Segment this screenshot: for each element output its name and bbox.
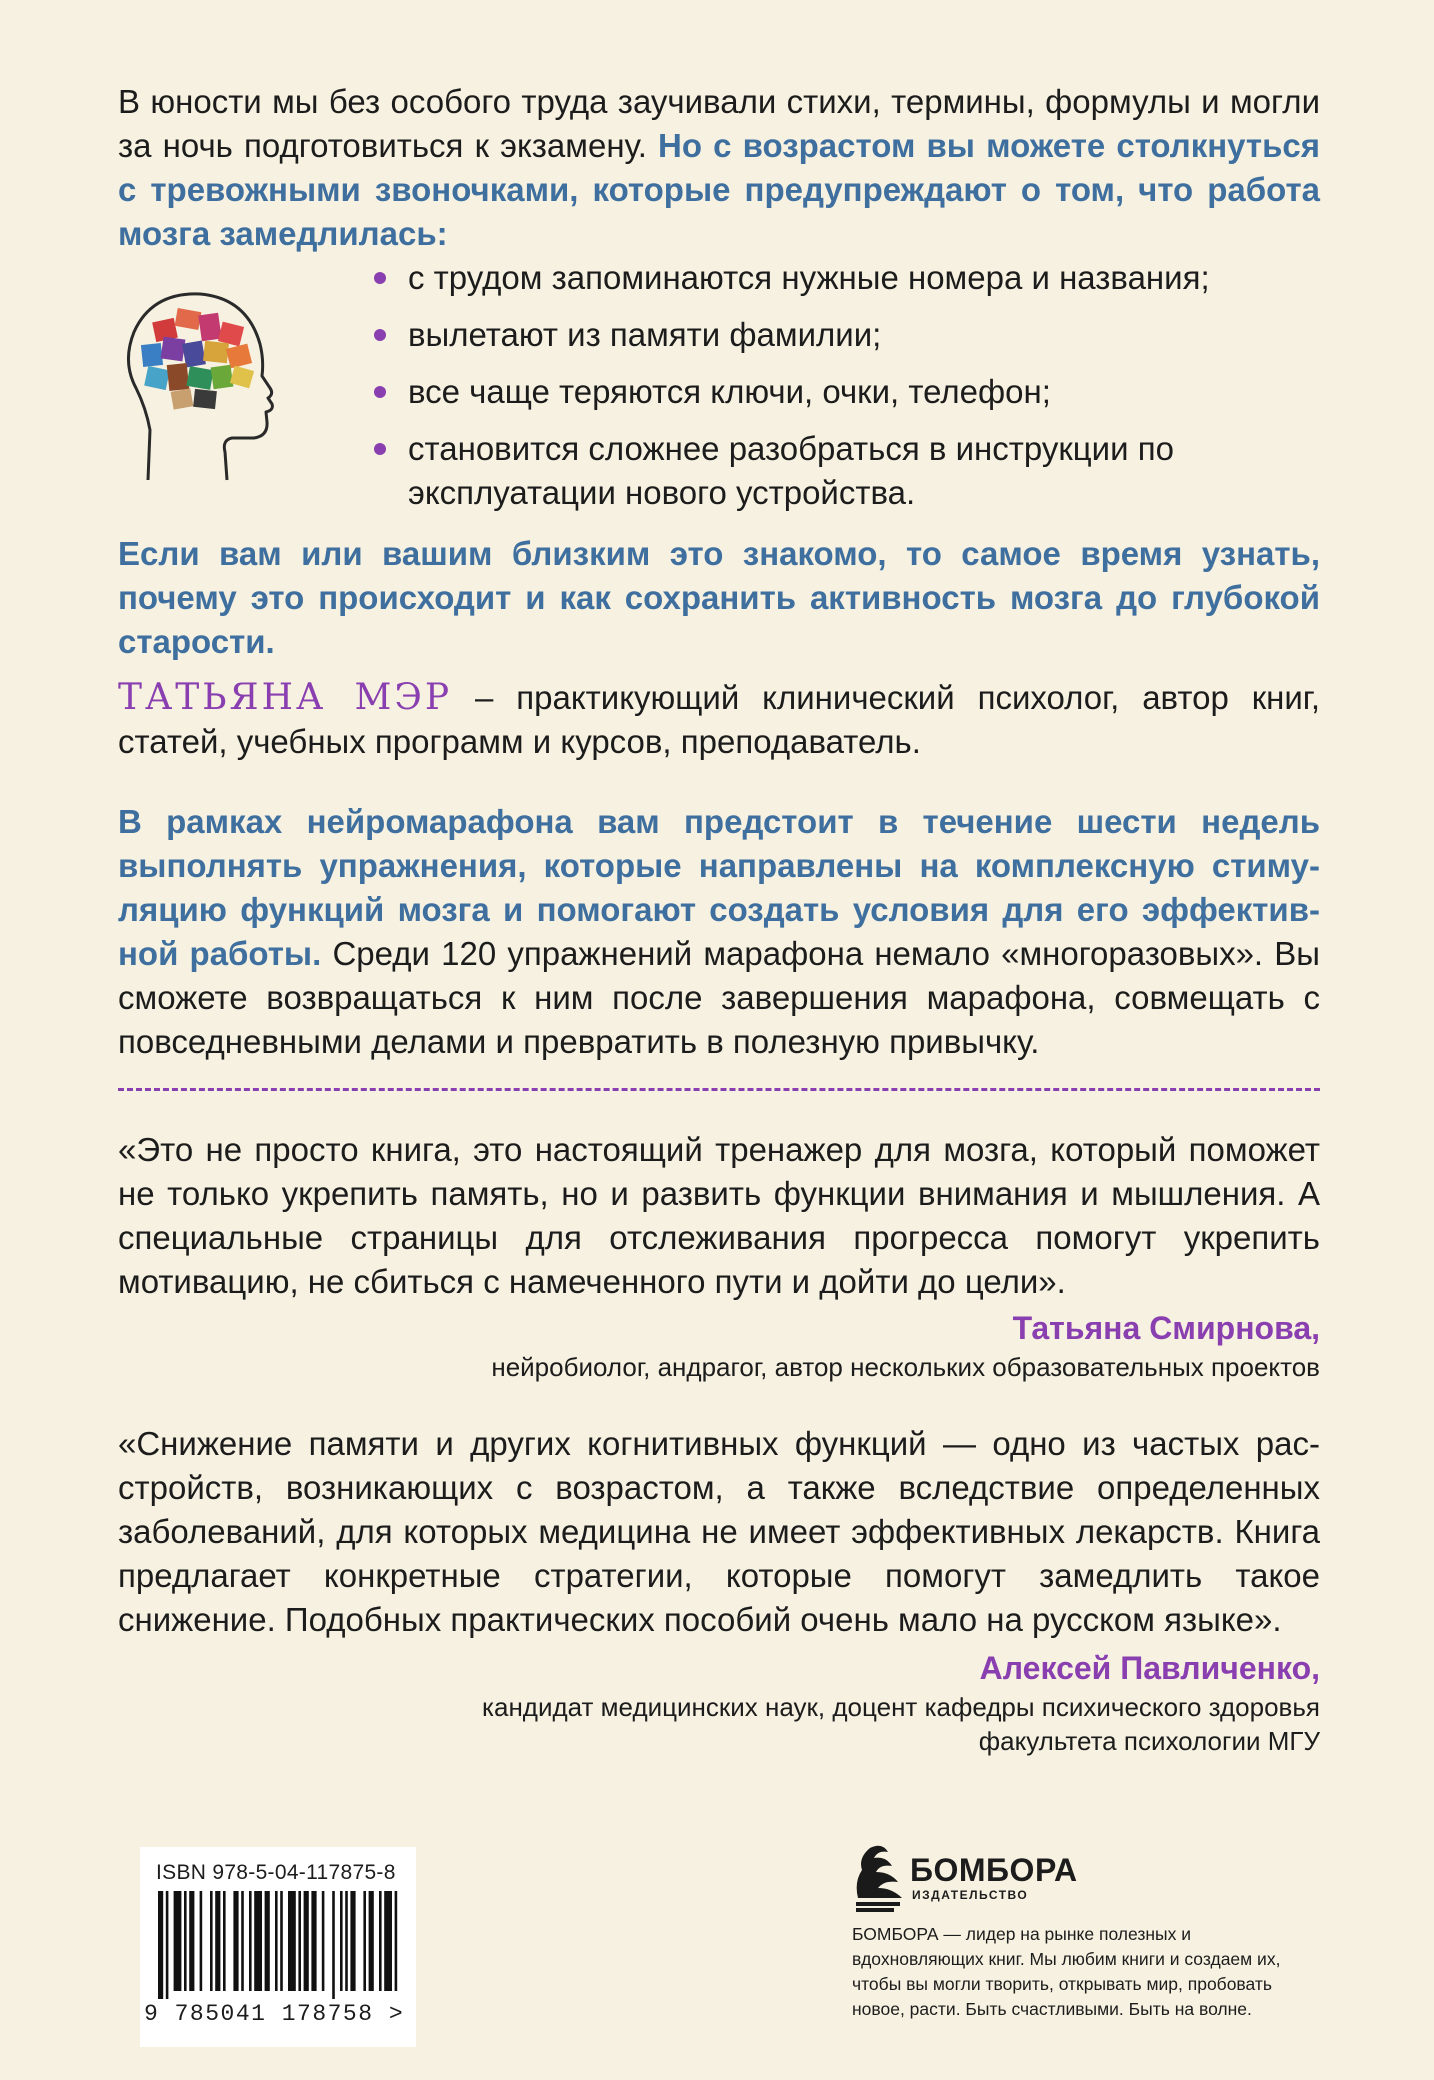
bullet-icon <box>374 272 386 284</box>
marathon-highlight-text: В рамках нейромарафона вам предстоит в течение шести недель выполнять упражнения, которые направлены на комплексную стимуляцию функций мозга и помогают создать условия для его эффективной работы. <box>118 803 1320 972</box>
quote-author-name: Татьяна Смирнова, <box>1012 1310 1320 1346</box>
intro-highlight-text: Но с возрастом вы можете столкнуться с тревожными звоночками, которые предупреждают о том, что работа мозга замедлилась: <box>118 127 1320 252</box>
author-name: ТАТЬЯНА МЭР <box>118 677 453 718</box>
dashed-divider <box>118 1088 1320 1091</box>
symptoms-list <box>370 256 1270 528</box>
barcode-bars-icon <box>156 1891 400 1999</box>
author-paragraph <box>118 676 1320 764</box>
quote-author-name: Алексей Павличенко, <box>979 1650 1320 1686</box>
barcode <box>140 1847 416 2047</box>
if-familiar-paragraph: Если вам или вашим близким это знакомо, то самое время узнать, почему это происходит и как сохранить активность мозга до глубокой старости. <box>118 535 1320 660</box>
list-item <box>370 313 1270 357</box>
publisher-subtitle: ИЗДАТЕЛЬСТВО <box>912 1888 1029 1902</box>
quote-text: «Это не просто книга, это настоящий тренажер для мозга, который поможет не только укрепить память, но и развить функции внимания и мышления. А специальные страницы для отслеживания прогресса помогут укрепить мотивацию, не сбиться с намеченного пути и дойти до цели». <box>118 1131 1320 1300</box>
list-item <box>370 370 1270 414</box>
marathon-plain-text: Среди 120 упражнений марафона немало «многоразовых». Вы сможете возвращаться к ним после завершения марафона, совмещать с повседневными делами и превратить в полезную привычку. <box>118 935 1320 1060</box>
list-item <box>370 256 1270 300</box>
intro-plain-text: В юности мы без особого труда заучивали стихи, термины, формулы и могли за ночь подготовиться к экзамену. <box>118 83 1320 164</box>
intro-paragraph <box>118 80 1320 256</box>
brain-puzzle-head-icon <box>122 280 307 490</box>
list-item-text: с трудом запоминаются нужные номера и названия; <box>408 259 1210 296</box>
publisher-logo <box>852 1838 1078 1918</box>
marathon-paragraph <box>118 800 1320 1064</box>
author-bio: – практикующий клинический психолог, автор книг, статей, учебных программ и курсов, преподаватель. <box>118 679 1320 760</box>
quote-author-role: кандидат медицинских наук, доцент кафедры психического здоровья факультета психологии МГУ <box>482 1692 1320 1756</box>
list-item-text: вылетают из памяти фамилии; <box>408 316 882 353</box>
quote-text: «Снижение памяти и других когнитивных функций — одно из частых расстройств, возникающих с возрастом, а также вследствие определенных заболеваний, для которых медицина не имеет эффективных лекарств. Книга предлагает конкретные стратегии, которые помогут замедлить такое снижение. Подобных практических пособий очень мало на русском языке». <box>118 1425 1320 1638</box>
bullet-icon <box>374 329 386 341</box>
bombora-wave-icon <box>852 1842 908 1914</box>
list-item-text: все чаще теряются ключи, очки, телефон; <box>408 373 1051 410</box>
bullet-icon <box>374 443 386 455</box>
publisher-description: БОМБОРА — лидер на рынке полезных и вдохновляющих книг. Мы любим книги и создаем их, чтобы вы могли творить, открывать мир, пробовать новое, расти. Быть счастливыми. Быть на волне. <box>852 1924 1281 2019</box>
publisher-name: БОМБОРА <box>910 1852 1078 1888</box>
barcode-digits: 9 785041 178758 > <box>144 2001 405 2027</box>
list-item <box>370 427 1270 515</box>
quote-author-role: нейробиолог, андрагог, автор нескольких образовательных проектов <box>491 1352 1320 1382</box>
isbn-label: ISBN 978-5-04-117875-8 <box>156 1861 396 1884</box>
list-item-text: становится сложнее разобраться в инструкции по эксплуатации нового устройства. <box>408 430 1174 511</box>
bullet-icon <box>374 386 386 398</box>
